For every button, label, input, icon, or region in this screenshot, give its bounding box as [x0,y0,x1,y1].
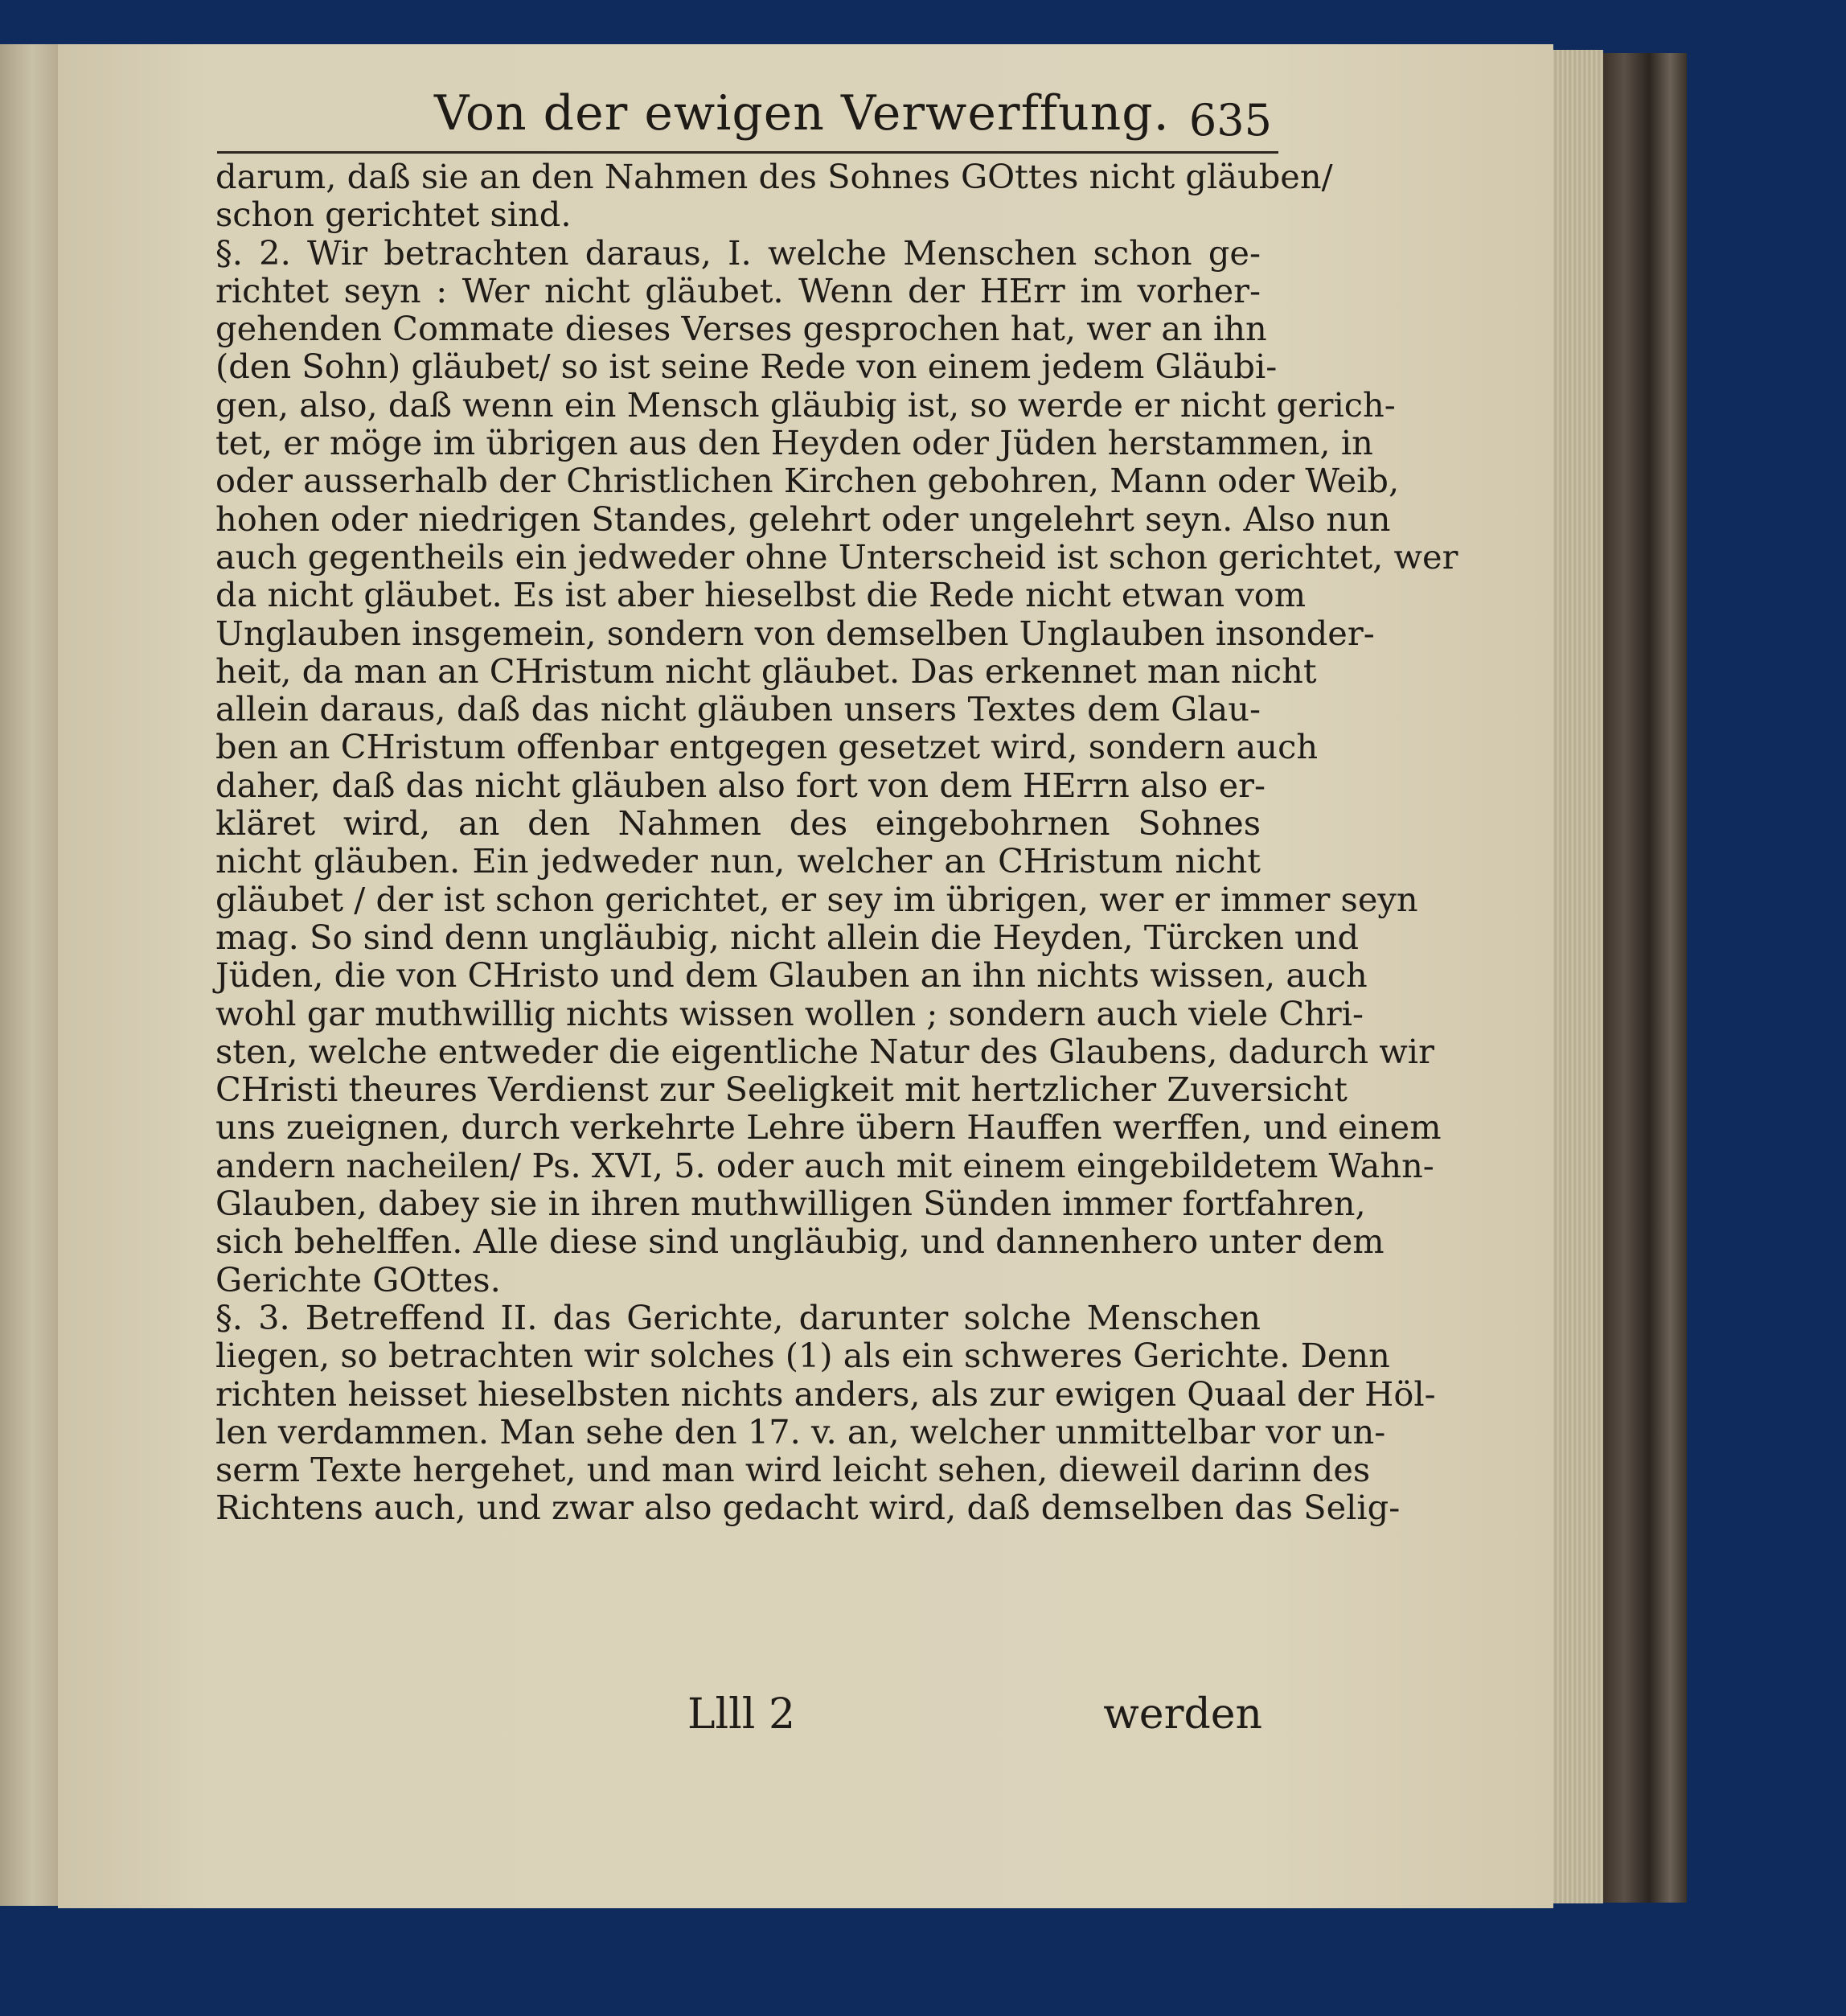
body-text [215,157,1458,1528]
text-line: oder ausserhalb der Christlichen Kirchen gebohren, Mann oder Weib, [215,461,1400,501]
text-line: Gerichte GOttes. [215,1259,501,1300]
text-line: uns zueignen, durch verkehrte Lehre übern Hauffen werffen, und einem [215,1107,1442,1148]
text-line: kläret wird, an den Nahmen des eingebohrnen Sohnes [215,803,1261,844]
facing-page-edge [0,44,59,1906]
text-line: mag. So sind denn ungläubig, nicht allein die Heyden, Türcken und [215,917,1360,957]
text-line: Glauben, dabey sie in ihren muthwilligen Sünden immer fortfahren, [215,1184,1366,1224]
text-line: hohen oder niedrigen Standes, gelehrt oder ungelehrt seyn. Also nun [215,499,1391,539]
text-line: tet, er möge im übrigen aus den Heyden oder Jüden herstammen, in [215,423,1373,463]
signature-mark: Llll 2 [687,1690,796,1739]
page-header [217,79,1278,154]
text-line: gehenden Commate dieses Verses gesprochen hat, wer an ihn [215,309,1267,349]
text-line: daher, daß das nicht gläuben also fort von dem HErrn also er- [215,765,1266,805]
text-line: allein daraus, daß das nicht gläuben unsers Textes dem Glau- [215,689,1261,729]
text-line: sten, welche entweder die eigentliche Natur des Glaubens, dadurch wir [215,1031,1434,1071]
page-block-edge [1553,50,1603,1903]
text-line: andern nacheilen/ Ps. XVI, 5. oder auch mit einem eingebildetem Wahn- [215,1145,1434,1185]
text-line: gläubet / der ist schon gerichtet, er sey im übrigen, wer er immer seyn [215,879,1418,919]
text-line: Unglauben insgemein, sondern von demselben Unglauben insonder- [215,613,1375,653]
text-line: (den Sohn) gläubet/ so ist seine Rede von einem jedem Gläubi- [215,347,1278,387]
text-line: sich behelffen. Alle diese sind ungläubig, und dannenhero unter dem [215,1222,1384,1262]
text-line: nicht gläuben. Ein jedweder nun, welcher an CHristum nicht [215,841,1261,881]
text-line: heit, da man an CHristum nicht gläubet. Das erkennet man nicht [215,651,1317,691]
text-line: da nicht gläubet. Es ist aber hieselbst die Rede nicht etwan vom [215,575,1307,615]
page-number: 635 [1188,95,1272,146]
text-line: liegen, so betrachten wir solches (1) als ein schweres Gerichte. Denn [215,1336,1390,1376]
text-line: Jüden, die von CHristo und dem Glauben an ihn nichts wissen, auch [215,955,1368,996]
text-line: CHristi theures Verdienst zur Seeligkeit mit hertzlicher Zuversicht [215,1070,1348,1110]
text-line: auch gegentheils ein jedweder ohne Unterscheid ist schon gerichtet, wer [215,536,1458,577]
text-line: Richtens auch, und zwar also gedacht wird, daß demselben das Selig- [215,1488,1401,1528]
text-line: §. 2. Wir betrachten daraus, I. welche Menschen schon ge- [215,232,1261,273]
book-cover-board [1603,53,1687,1903]
text-line: schon gerichtet sind. [215,195,572,235]
text-line: richten heisset hieselbsten nichts anders, als zur ewigen Quaal der Höl- [215,1373,1436,1414]
text-line: gen, also, daß wenn ein Mensch gläubig ist, so werde er nicht gerich- [215,384,1396,425]
catchword: werden [1103,1690,1262,1739]
text-line: wohl gar muthwillig nichts wissen wollen ; sondern auch viele Chri- [215,993,1364,1033]
running-title: Von der ewigen Verwerffung. [434,85,1170,142]
text-line: §. 3. Betreffend II. das Gerichte, darunter solche Menschen [215,1297,1261,1337]
text-line: ben an CHristum offenbar entgegen gesetzet wird, sondern auch [215,727,1319,767]
text-line: richtet seyn : Wer nicht gläubet. Wenn der HErr im vorher- [215,270,1261,310]
text-line: darum, daß sie an den Nahmen des Sohnes GOttes nicht gläuben/ [215,157,1333,196]
text-line: len verdammen. Man sehe den 17. v. an, welcher unmittelbar vor un- [215,1411,1386,1451]
text-line: serm Texte hergehet, und man wird leicht sehen, dieweil darinn des [215,1450,1371,1490]
page-footer [687,1690,1262,1739]
